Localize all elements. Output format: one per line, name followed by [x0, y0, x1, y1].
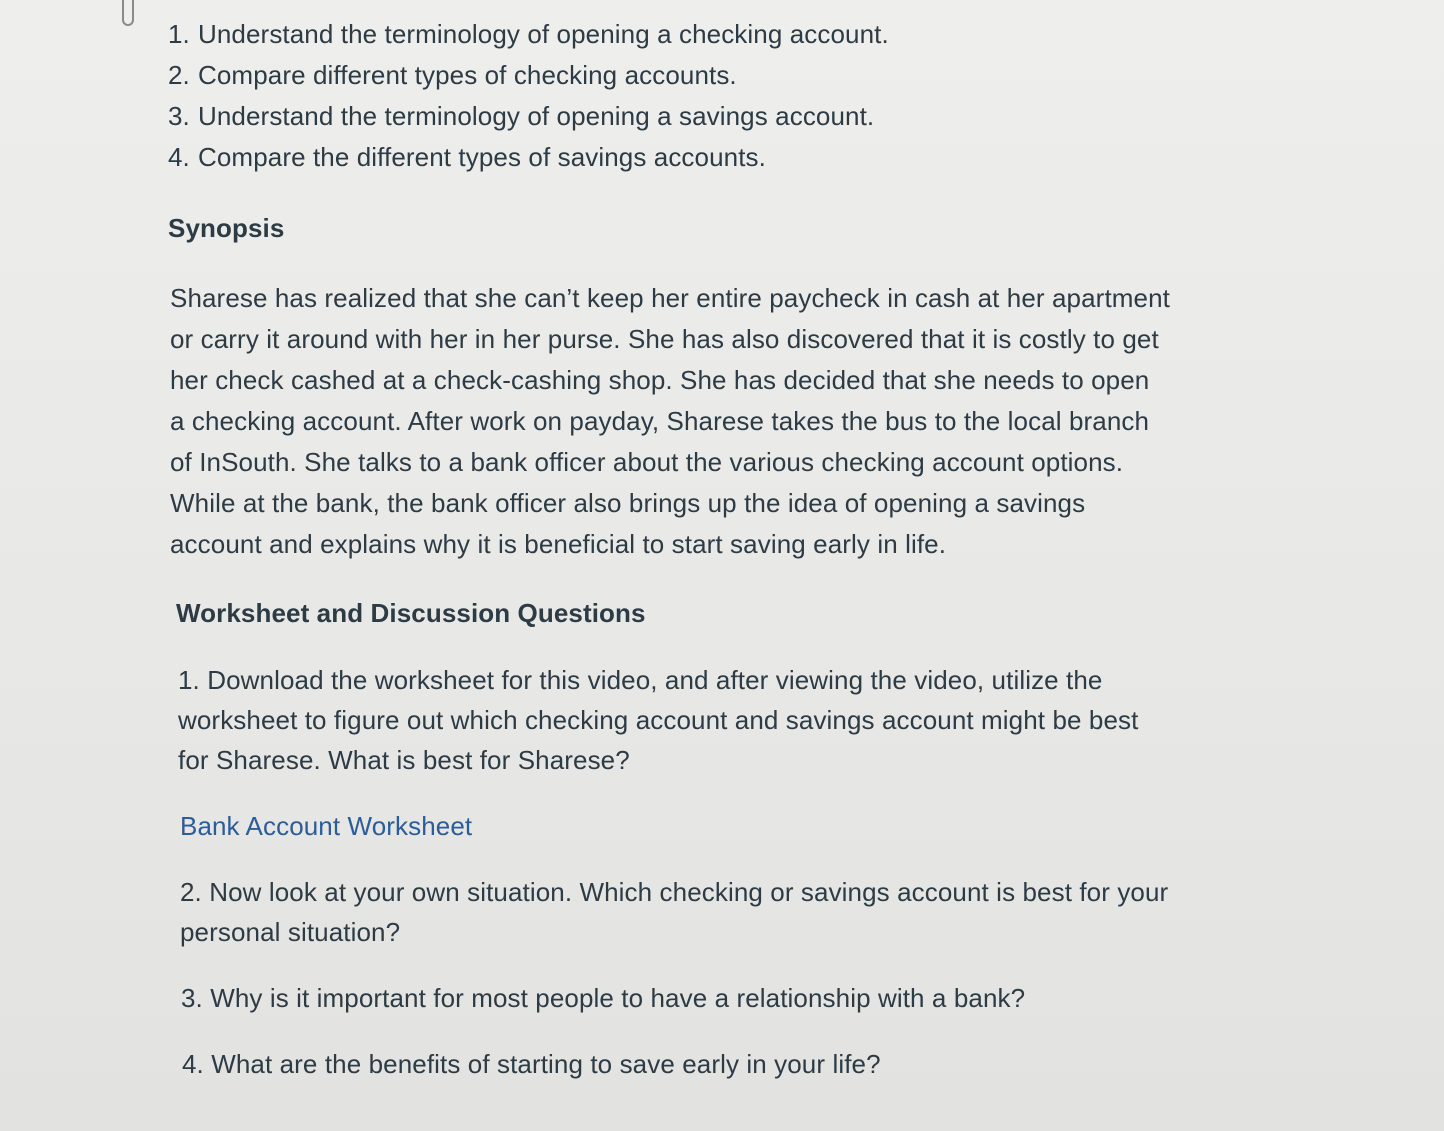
content-area [168, 14, 1168, 1110]
list-item-text: Understand the terminology of opening a checking account. [198, 19, 889, 49]
worksheet-heading: Worksheet and Discussion Questions [176, 598, 646, 628]
question-4: 4. What are the benefits of starting to save early in your life? [182, 1049, 881, 1079]
synopsis-heading: Synopsis [168, 213, 285, 243]
synopsis-paragraph: Sharese has realized that she can’t keep her entire paycheck in cash at her apartment or carry it around with her in her purse. She has also discovered that it is costly to get her check cashed at a check-cashing shop. She has decided that she needs to open a checking account. After work on payday, Sharese takes the bus to the local branch of InSouth. She talks to a bank officer about the various checking account options. While at the bank, the bank officer also brings up the idea of opening a savings account and explains why it is beneficial to start saving early in life. [170, 283, 1170, 559]
question-3: 3. Why is it important for most people to have a relationship with a bank? [181, 983, 1026, 1013]
list-item [168, 96, 1168, 137]
bank-account-worksheet-link[interactable]: Bank Account Worksheet [180, 811, 473, 841]
list-item [168, 137, 1168, 178]
question-2: 2. Now look at your own situation. Which checking or savings account is best for your personal situation? [180, 877, 1169, 947]
list-item-number: 2. [168, 60, 190, 90]
question-1: 1. Download the worksheet for this video, and after viewing the video, utilize the worksheet to figure out which checking account and savings account might be best for Sharese. What is best for Sharese? [178, 665, 1139, 775]
list-item-number: 4. [168, 142, 190, 172]
list-item-text: Compare different types of checking accounts. [198, 60, 737, 90]
objectives-list [168, 14, 1168, 178]
list-item-text: Compare the different types of savings accounts. [198, 142, 766, 172]
list-item [168, 14, 1168, 55]
list-item-number: 3. [168, 101, 190, 131]
scroll-marker-icon [122, 0, 134, 26]
list-item-number: 1. [168, 19, 190, 49]
list-item-text: Understand the terminology of opening a savings account. [198, 101, 875, 131]
list-item [168, 55, 1168, 96]
